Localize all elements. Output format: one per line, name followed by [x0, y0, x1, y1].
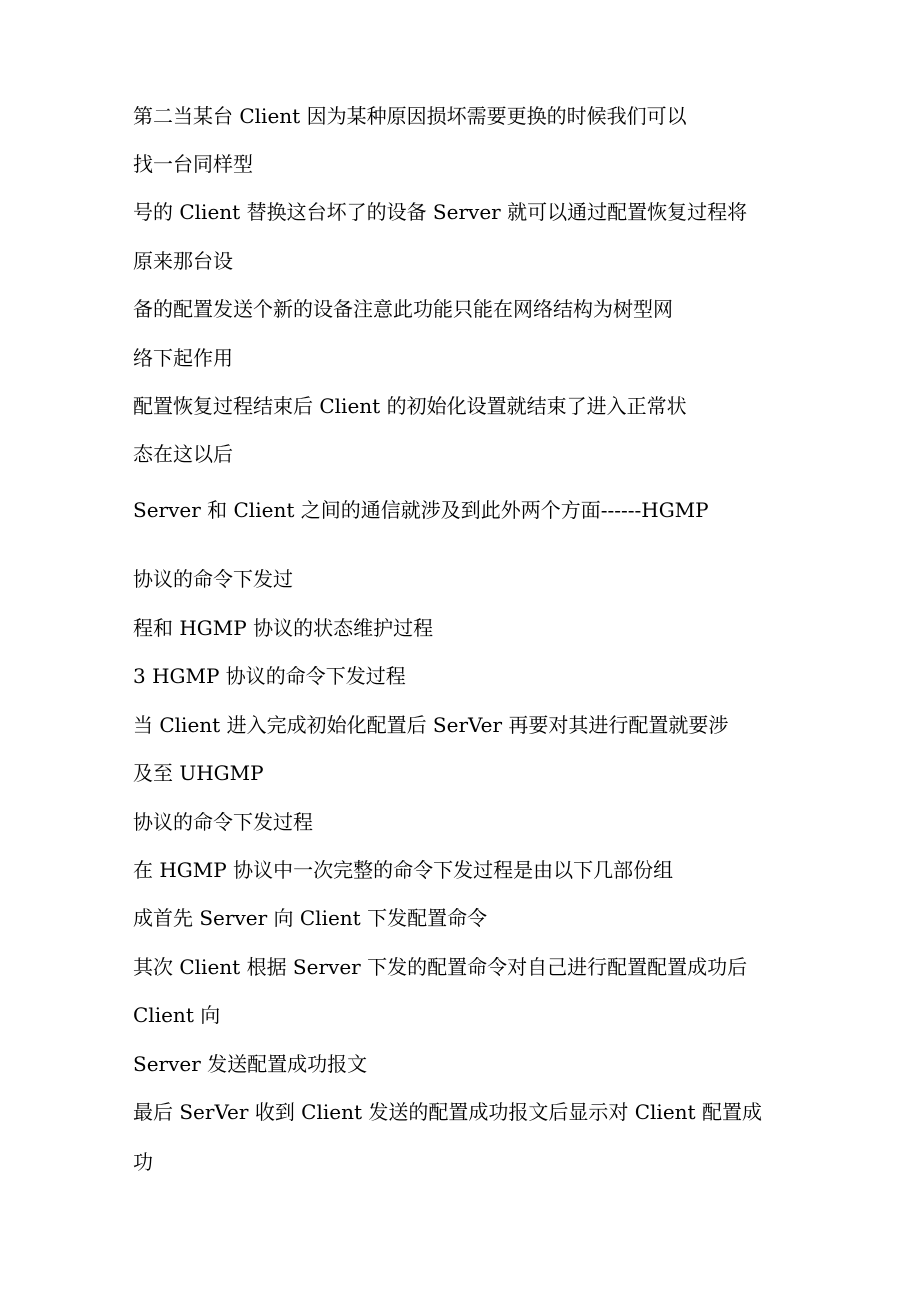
text-line: 原来那台设 [133, 249, 233, 273]
text-line: 程和 HGMP 协议的状态维护过程 [133, 616, 434, 640]
text-line: 号的 Client 替换这台坏了的设备 Server 就可以通过配置恢复过程将 [133, 200, 748, 224]
text-line: 及至 UHGMP [133, 761, 264, 785]
text-line: 最后 SerVer 收到 Client 发送的配置成功报文后显示对 Client 配置成 [133, 1100, 762, 1124]
text-line: Server 和 Client 之间的通信就涉及到此外两个方面------HGMP [133, 498, 709, 522]
text-line: 找一台同样型 [133, 152, 253, 176]
text-line: 配置恢复过程结束后 Client 的初始化设置就结束了进入正常状 [133, 394, 687, 418]
text-line: 备的配置发送个新的设备注意此功能只能在网络结构为树型网 [133, 297, 673, 321]
text-line: 功 [133, 1150, 153, 1174]
text-line: 第二当某台 Client 因为某种原因损坏需要更换的时候我们可以 [133, 104, 687, 128]
section-heading: 3 HGMP 协议的命令下发过程 [133, 664, 406, 688]
text-line: 态在这以后 [133, 442, 233, 466]
text-line: 当 Client 进入完成初始化配置后 SerVer 再要对其进行配置就要涉 [133, 713, 729, 737]
text-line: 成首先 Server 向 Client 下发配置命令 [133, 906, 488, 930]
text-line: 其次 Client 根据 Server 下发的配置命令对自己进行配置配置成功后 [133, 955, 748, 979]
text-line: Server 发送配置成功报文 [133, 1052, 368, 1076]
text-line: 在 HGMP 协议中一次完整的命令下发过程是由以下几部份组 [133, 858, 674, 882]
text-line: 协议的命令下发过程 [133, 810, 313, 834]
text-line: 协议的命令下发过 [133, 567, 293, 591]
text-line: 络下起作用 [133, 346, 233, 370]
text-line: Client 向 [133, 1003, 221, 1027]
